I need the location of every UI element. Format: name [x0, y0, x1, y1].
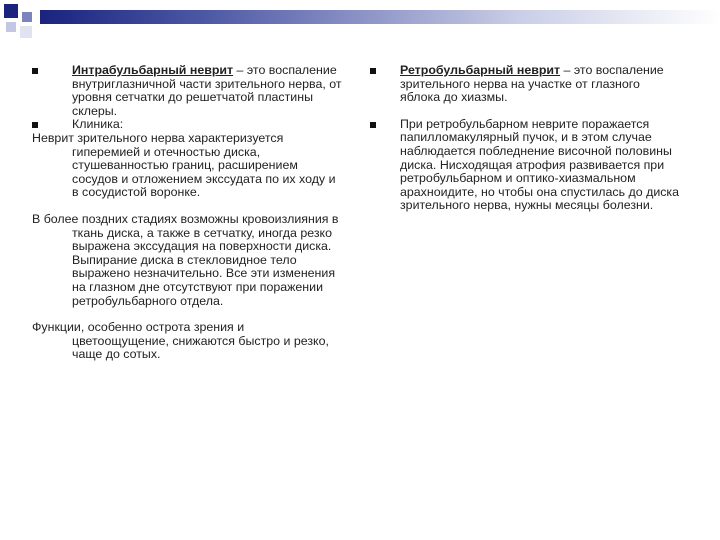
deco-square [6, 22, 16, 32]
deco-square [20, 26, 32, 38]
list-item [370, 118, 680, 213]
definition-text: – это воспаление зрительного нерва на участке от глазного яблока до хиазмы. [400, 63, 664, 105]
list-item [32, 64, 342, 118]
header-gradient-bar [40, 10, 720, 24]
retrobulbar-description: При ретробульбарном неврите поражается папилломакулярный пучок, и в этом случае наблюдается побледнение височной половины диска. Нисходящая атрофия развивается при ретробульбарном и оптико-хиазмальном арахноидите, но чтобы она спустилась до диска зрительного нерва, нужны месяцы болезни. [400, 116, 680, 213]
paragraph: Неврит зрительного нерва характеризуется гиперемией и отечностью диска, стушеванностью границ, расширением сосудов и отложением экссудата по их ходу и в сосудистой воронке. [32, 130, 336, 200]
deco-square [22, 12, 32, 22]
right-column [370, 64, 680, 213]
list-item [370, 64, 680, 105]
bullet-icon [32, 122, 38, 128]
definition-text: – это воспаление внутриглазничной части зрительного нерва, от уровня сетчатки до решетчатой пластины склеры. [72, 63, 342, 118]
bullet-icon [370, 68, 376, 74]
paragraph: Функции, особенно острота зрения и цветоощущение, снижаются быстро и резко, чаще до сотых. [32, 320, 329, 362]
bullet-icon [32, 68, 38, 74]
bullet-icon [370, 122, 376, 128]
clinic-label: Клиника: [72, 117, 124, 132]
paragraph: В более поздних стадиях возможны кровоизлияния в ткань диска, а также в сетчатку, иногда резко выражена экссудация на поверхности диска. Выпирание диска в стекловидное тело выражено незначительно. Все эти изменения на глазном дне отсутствуют при поражении ретробульбарного отдела. [32, 211, 339, 308]
deco-square [4, 4, 18, 18]
term-intrabulbar: Интрабульбарный неврит [72, 63, 234, 77]
list-item [32, 118, 342, 132]
term-retrobulbar: Ретробульбарный неврит [400, 63, 561, 77]
slide-header-decoration [0, 0, 720, 40]
left-column [32, 64, 342, 362]
